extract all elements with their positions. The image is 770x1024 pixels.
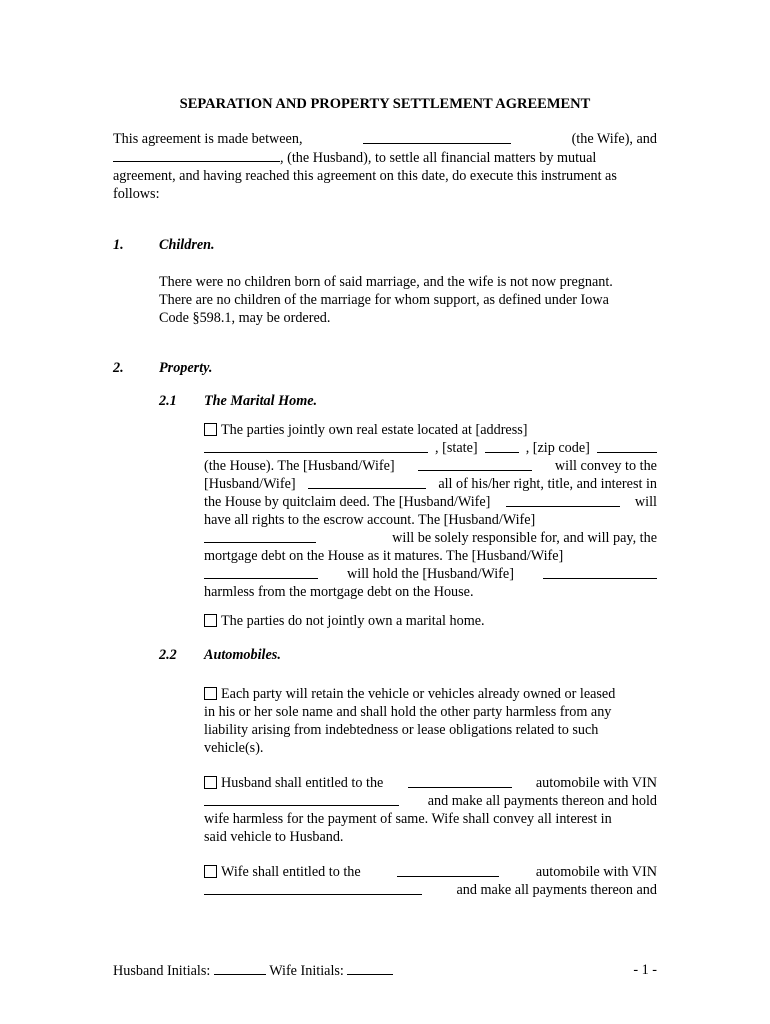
marital-home-option-1 xyxy=(204,421,657,601)
option-text: vehicle(s). xyxy=(204,740,264,756)
option-text: and make all payments thereon and hold xyxy=(427,793,657,809)
option-text: , [zip code] xyxy=(525,440,590,456)
section-1-body xyxy=(159,273,657,327)
marital-home-jointly-own-checkbox[interactable] xyxy=(204,423,217,436)
state-blank[interactable] xyxy=(485,439,519,453)
wife-automobile-checkbox[interactable] xyxy=(204,865,217,878)
husband-automobile-checkbox[interactable] xyxy=(204,776,217,789)
husband-initials-label: Husband Initials: xyxy=(113,963,211,979)
intro-line-1 xyxy=(113,130,657,148)
subsection-2-1-heading: The Marital Home. xyxy=(204,393,318,409)
page-number: - 1 - xyxy=(633,962,657,978)
section-1-number: 1. xyxy=(113,237,124,253)
wife-vin-blank[interactable] xyxy=(204,881,422,895)
section-2-heading: Property. xyxy=(159,360,213,376)
intro-text: (the Wife), and xyxy=(571,131,657,147)
intro-text: , (the Husband), to settle all financial matters by mutual xyxy=(280,150,597,166)
subsection-2-2-heading: Automobiles. xyxy=(204,647,281,663)
automobiles-option-2 xyxy=(204,774,657,846)
intro-line-4: follows: xyxy=(113,186,160,202)
held-harmless-spouse-blank[interactable] xyxy=(543,565,657,579)
option-text: will convey to the xyxy=(554,458,657,474)
option-text: harmless from the mortgage debt on the House. xyxy=(204,584,474,600)
subsection-2-1-number: 2.1 xyxy=(159,393,177,409)
option-text: Wife shall entitled to the xyxy=(221,864,361,880)
responsible-spouse-blank[interactable] xyxy=(204,529,316,543)
husband-automobile-blank[interactable] xyxy=(408,774,512,788)
husband-name-blank[interactable] xyxy=(113,148,280,162)
option-text: The parties do not jointly own a marital home. xyxy=(221,613,485,629)
option-text: in his or her sole name and shall hold the other party harmless from any xyxy=(204,704,612,720)
section-1-line: There are no children of the marriage for whom support, as defined under Iowa xyxy=(159,292,609,308)
marital-home-option-2 xyxy=(204,612,485,630)
document-title: SEPARATION AND PROPERTY SETTLEMENT AGREEMENT xyxy=(179,96,591,112)
option-text: [Husband/Wife] xyxy=(204,476,296,492)
wife-automobile-blank[interactable] xyxy=(397,863,499,877)
subsection-2-2-number: 2.2 xyxy=(159,647,177,663)
quitclaim-spouse-blank[interactable] xyxy=(506,493,620,507)
option-text: Each party will retain the vehicle or vehicles already owned or leased xyxy=(221,686,616,702)
option-text: automobile with VIN xyxy=(535,864,657,880)
holding-spouse-blank[interactable] xyxy=(204,565,318,579)
intro-line-3: agreement, and having reached this agreement on this date, do execute this instrument as xyxy=(113,168,617,184)
option-text: will xyxy=(634,494,657,510)
intro-paragraph xyxy=(113,130,657,203)
option-text: said vehicle to Husband. xyxy=(204,829,344,845)
option-text: liability arising from indebtedness or lease obligations related to such xyxy=(204,722,599,738)
section-1-line: There were no children born of said marriage, and the wife is not now pregnant. xyxy=(159,274,613,290)
receiving-spouse-blank[interactable] xyxy=(308,475,426,489)
option-text: the House by quitclaim deed. The [Husband/Wife] xyxy=(204,494,491,510)
address-blank[interactable] xyxy=(204,439,428,453)
intro-line-2 xyxy=(113,148,657,167)
option-text: have all rights to the escrow account. The [Husband/Wife] xyxy=(204,512,536,528)
option-text: all of his/her right, title, and interest in xyxy=(438,476,657,492)
wife-name-blank[interactable] xyxy=(363,130,511,144)
section-1-line: Code §598.1, may be ordered. xyxy=(159,310,331,326)
husband-vin-blank[interactable] xyxy=(204,792,399,806)
option-text: automobile with VIN xyxy=(535,775,657,791)
option-text: and make all payments thereon and xyxy=(456,882,657,898)
option-text: wife harmless for the payment of same. Wife shall convey all interest in xyxy=(204,811,612,827)
option-text: , [state] xyxy=(435,440,478,456)
conveying-spouse-blank[interactable] xyxy=(418,457,532,471)
wife-initials-label: Wife Initials: xyxy=(269,963,344,979)
option-text: The parties jointly own real estate located at [address] xyxy=(221,422,528,438)
intro-text: This agreement is made between, xyxy=(113,131,303,147)
section-2-number: 2. xyxy=(113,360,124,376)
option-text: Husband shall entitled to the xyxy=(221,775,384,791)
option-text: (the House). The [Husband/Wife] xyxy=(204,458,395,474)
no-marital-home-checkbox[interactable] xyxy=(204,614,217,627)
automobiles-option-1 xyxy=(204,685,657,757)
footer-initials xyxy=(113,961,393,980)
automobiles-option-3 xyxy=(204,863,657,899)
zip-code-blank[interactable] xyxy=(597,439,657,453)
husband-initials-blank[interactable] xyxy=(214,961,266,975)
option-text: will hold the [Husband/Wife] xyxy=(347,566,514,582)
retain-vehicles-checkbox[interactable] xyxy=(204,687,217,700)
section-1-heading: Children. xyxy=(159,237,215,253)
option-text: mortgage debt on the House as it matures. The [Husband/Wife] xyxy=(204,548,564,564)
wife-initials-blank[interactable] xyxy=(347,961,393,975)
option-text: will be solely responsible for, and will pay, the xyxy=(392,530,657,546)
